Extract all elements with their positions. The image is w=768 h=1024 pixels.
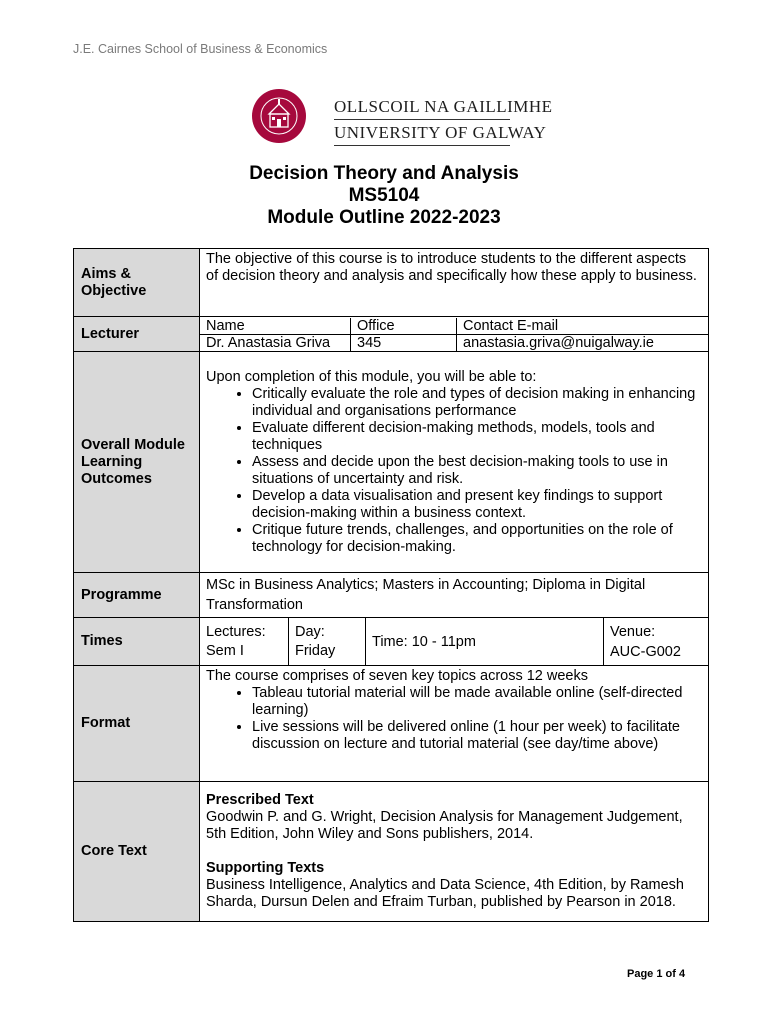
course-code: MS5104 bbox=[348, 185, 420, 206]
outcomes-intro: Upon completion of this module, you will be able to: bbox=[206, 368, 537, 385]
times-row bbox=[74, 618, 709, 666]
format-item: • Tableau tutorial material will be made available online (self-directed learning) bbox=[252, 685, 702, 719]
logo-divider bbox=[334, 119, 510, 120]
logo-divider bbox=[334, 145, 510, 146]
programme-label: Programme bbox=[74, 573, 200, 618]
aims-row bbox=[74, 249, 709, 317]
format-row bbox=[74, 666, 709, 782]
university-name bbox=[334, 97, 553, 148]
aims-label: Aims & Objective bbox=[74, 249, 200, 317]
course-title: Decision Theory and Analysis bbox=[249, 163, 519, 184]
lecturer-header-name: Name bbox=[200, 318, 351, 335]
university-name-irish: OLLSCOIL NA GAILLIMHE bbox=[334, 97, 553, 116]
document-title bbox=[0, 163, 768, 229]
format-list bbox=[206, 685, 702, 753]
lectures-value: Sem I bbox=[206, 642, 244, 659]
venue-label: Venue: bbox=[610, 623, 656, 640]
page-number: Page 1 of 4 bbox=[627, 968, 686, 980]
aims-text: The objective of this course is to introduce students to the different aspects of decision theory and analysis and specifically how these apply to business. bbox=[200, 249, 709, 317]
outline-year: Module Outline 2022-2023 bbox=[267, 207, 501, 228]
outcomes-list bbox=[206, 386, 702, 556]
supporting-text: Business Intelligence, Analytics and Data Science, 4th Edition, by Ramesh Sharda, Dursun Delen and Efraim Turban, published by Pearson in 2018. bbox=[206, 877, 684, 910]
outcome-item: • Evaluate different decision-making methods, models, tools and techniques bbox=[252, 420, 702, 454]
time-cell: Time: 10 - 11pm bbox=[366, 618, 604, 665]
lecturer-cell bbox=[200, 317, 709, 352]
venue-cell bbox=[604, 618, 709, 665]
format-item: • Live sessions will be delivered online (1 hour per week) to facilitate discussion on lecture and tutorial material (see day/time above) bbox=[252, 719, 702, 753]
day-label: Day: bbox=[295, 623, 325, 640]
times-cell bbox=[200, 618, 709, 666]
university-seal-icon bbox=[251, 88, 307, 144]
school-header: J.E. Cairnes School of Business & Economics bbox=[73, 42, 328, 56]
lecturer-email: anastasia.griva@nuigalway.ie bbox=[457, 334, 709, 351]
outcomes-row bbox=[74, 352, 709, 573]
lectures-label: Lectures: bbox=[206, 623, 266, 640]
prescribed-text: Goodwin P. and G. Wright, Decision Analysis for Management Judgement, 5th Edition, John Wiley and Sons publishers, 2014. bbox=[206, 809, 683, 842]
programme-row bbox=[74, 573, 709, 618]
lecturer-name: Dr. Anastasia Griva bbox=[200, 334, 351, 351]
prescribed-heading: Prescribed Text bbox=[206, 792, 314, 808]
outcome-item: • Assess and decide upon the best decision-making tools to use in situations of uncertainty and risk. bbox=[252, 454, 702, 488]
lecturer-header-office: Office bbox=[351, 318, 457, 335]
core-text-cell bbox=[200, 782, 709, 922]
times-table bbox=[200, 618, 708, 665]
lecturer-row bbox=[74, 317, 709, 352]
lectures-cell bbox=[200, 618, 289, 665]
lecturer-office: 345 bbox=[351, 334, 457, 351]
core-text-label: Core Text bbox=[74, 782, 200, 922]
day-cell bbox=[289, 618, 366, 665]
times-label: Times bbox=[74, 618, 200, 666]
format-cell bbox=[200, 666, 709, 782]
core-text-row bbox=[74, 782, 709, 922]
lecturer-header-email: Contact E-mail bbox=[457, 318, 709, 335]
programme-text: MSc in Business Analytics; Masters in Accounting; Diploma in Digital Transformation bbox=[200, 573, 709, 618]
supporting-heading: Supporting Texts bbox=[206, 860, 325, 876]
format-intro: The course comprises of seven key topics across 12 weeks bbox=[206, 668, 588, 684]
module-outline-table bbox=[73, 248, 709, 922]
format-label: Format bbox=[74, 666, 200, 782]
outcomes-cell bbox=[200, 352, 709, 573]
outcomes-label: Overall Module Learning Outcomes bbox=[74, 352, 200, 573]
outcome-item: • Critically evaluate the role and types of decision making in enhancing individual and organisations performance bbox=[252, 386, 702, 420]
venue-value: AUC-G002 bbox=[610, 643, 681, 660]
lecturer-label: Lecturer bbox=[74, 317, 200, 352]
outcome-item: • Critique future trends, challenges, and opportunities on the role of technology for decision-making. bbox=[252, 522, 702, 556]
day-value: Friday bbox=[295, 642, 336, 659]
lecturer-table bbox=[200, 318, 708, 351]
outcome-item: • Develop a data visualisation and present key findings to support decision-making within a business context. bbox=[252, 488, 702, 522]
university-name-english: UNIVERSITY OF GALWAY bbox=[334, 123, 547, 142]
